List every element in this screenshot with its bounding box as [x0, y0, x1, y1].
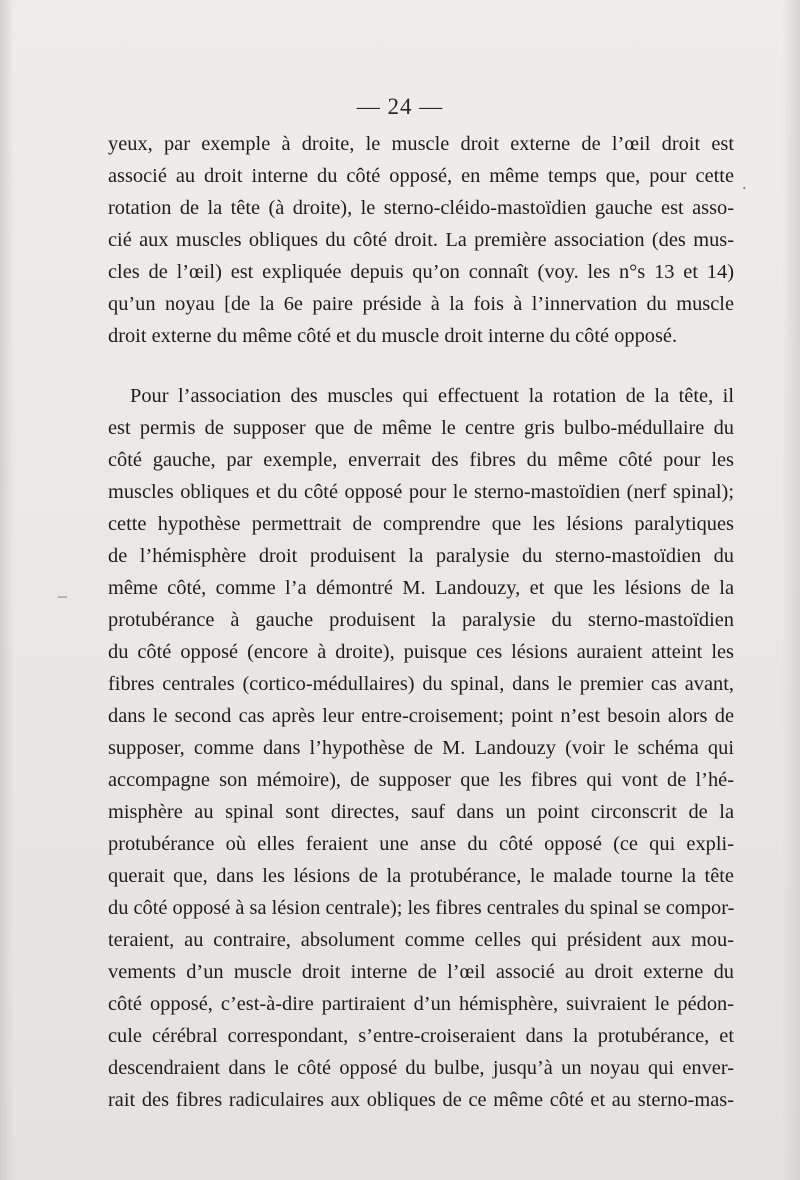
text-line: misphère au spinal sont directes, sauf dans un point circonscrit de la — [108, 801, 734, 823]
text-line: est permis de supposer que de même le centre gris bulbo-médullaire du — [108, 417, 734, 439]
text-line: du côté opposé à sa lésion centrale); les fibres centrales du spinal se compor- — [108, 897, 734, 919]
text-line: côté gauche, par exemple, enverrait des fibres du même côté pour les — [108, 449, 734, 471]
page-edge-shadow — [782, 0, 800, 1180]
text-line: cette hypothèse permettrait de comprendre que les lésions paralytiques — [108, 513, 734, 535]
text-line: côté opposé, c’est-à-dire partiraient d’un hémisphère, suivraient le pédon- — [108, 993, 734, 1015]
margin-dash: _ — [58, 579, 67, 599]
text-line: dans le second cas après leur entre-croisement; point n’est besoin alors de — [108, 705, 734, 727]
text-line: rotation de la tête (à droite), le sterno-cléido-mastoïdien gauche est asso- — [108, 197, 734, 219]
text-line: rait des fibres radiculaires aux obliques de ce même côté et au sterno-mas- — [108, 1089, 734, 1111]
text-line: yeux, par exemple à droite, le muscle droit externe de l’œil droit est — [108, 133, 734, 155]
text-line: vements d’un muscle droit interne de l’œil associé au droit externe du — [108, 961, 734, 983]
text-line: descendraient dans le côté opposé du bulbe, jusqu’à un noyau qui enver- — [108, 1057, 734, 1079]
text-line: teraient, au contraire, absolument comme celles qui président aux mou- — [108, 929, 734, 951]
text-line: même côté, comme l’a démontré M. Landouzy, et que les lésions de la — [108, 577, 734, 599]
page-gutter-shadow — [0, 0, 14, 1180]
text-line: querait que, dans les lésions de la protubérance, le malade tourne la tête — [108, 865, 734, 887]
text-line: Pour l’association des muscles qui effectuent la rotation de la tête, il — [130, 385, 734, 407]
text-line: de l’hémisphère droit produisent la paralysie du sterno-mastoïdien du — [108, 545, 734, 567]
text-line: qu’un noyau [de la 6e paire préside à la fois à l’innervation du muscle — [108, 293, 734, 315]
text-line: du côté opposé (encore à droite), puisque ces lésions auraient atteint les — [108, 641, 734, 663]
margin-dot: . — [742, 173, 747, 193]
text-line: cié aux muscles obliques du côté droit. La première association (des mus- — [108, 229, 734, 251]
text-line: cule cérébral correspondant, s’entre-croiseraient dans la protubérance, et — [108, 1025, 734, 1047]
text-line: muscles obliques et du côté opposé pour le sterno-mastoïdien (nerf spinal); — [108, 481, 734, 503]
text-line: associé au droit interne du côté opposé, en même temps que, pour cette — [108, 165, 734, 187]
text-line: fibres centrales (cortico-médullaires) du spinal, dans le premier cas avant, — [108, 673, 734, 695]
page-number: — 24 — — [356, 94, 444, 119]
text-line: protubérance où elles feraient une anse du côté opposé (ce qui expli- — [108, 833, 734, 855]
text-line: supposer, comme dans l’hypothèse de M. Landouzy (voir le schéma qui — [108, 737, 734, 759]
text-line: protubérance à gauche produisent la paralysie du sterno-mastoïdien — [108, 609, 734, 631]
text-line: cles de l’œil) est expliquée depuis qu’on connaît (voy. les n°s 13 et 14) — [108, 261, 734, 283]
text-line: accompagne son mémoire), de supposer que les fibres qui vont de l’hé- — [108, 769, 734, 791]
text-line: droit externe du même côté et du muscle droit interne du côté opposé. — [108, 325, 678, 347]
